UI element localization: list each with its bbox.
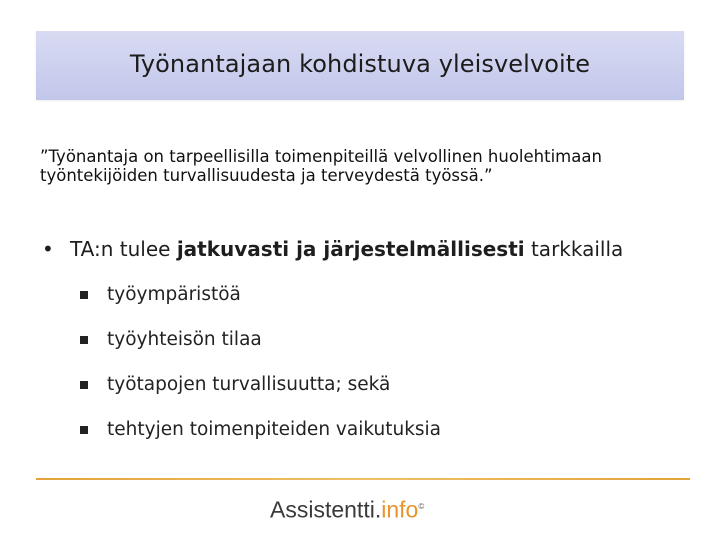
copyright-mark: ©: [418, 502, 425, 511]
main-bullet: [42, 236, 692, 262]
bullet-marker: •: [42, 237, 54, 261]
square-bullet-icon: [80, 381, 88, 389]
slide-title: Työnantajaan kohdistuva yleisvelvoite: [129, 49, 591, 78]
sub-bullet-text: työtapojen turvallisuutta; sekä: [107, 374, 391, 395]
title-bar: [36, 31, 684, 100]
logo-dot: .: [374, 496, 382, 523]
sub-bullet-item: [80, 418, 441, 463]
sub-bullet-list: [80, 283, 441, 463]
sub-bullet-item: [80, 283, 441, 328]
square-bullet-icon: [80, 291, 88, 299]
sub-bullet-text: työympäristöä: [107, 284, 241, 305]
square-bullet-icon: [80, 336, 88, 344]
sub-bullet-text: työyhteisön tilaa: [107, 329, 262, 350]
sub-bullet-item: [80, 373, 441, 418]
logo-accent-text: info: [381, 496, 419, 523]
logo-main-text: Assistentti: [270, 496, 375, 523]
square-bullet-icon: [80, 426, 88, 434]
bullet-prefix: TA:n tulee: [70, 237, 177, 261]
bullet-emphasis: jatkuvasti ja järjestelmällisesti: [176, 237, 525, 261]
sub-bullet-item: [80, 328, 441, 373]
bullet-suffix: tarkkailla: [524, 237, 624, 261]
quote-text: ”Työnantaja on tarpeellisilla toimenpiteillä velvollinen huolehtimaan työntekijöiden turvallisuudesta ja terveydestä työssä.”: [40, 147, 602, 185]
sub-bullet-text: tehtyjen toimenpiteiden vaikutuksia: [107, 419, 442, 440]
footer-divider-right: [370, 478, 690, 480]
assistentti-logo: [270, 492, 424, 522]
footer-divider-left: [36, 478, 370, 480]
